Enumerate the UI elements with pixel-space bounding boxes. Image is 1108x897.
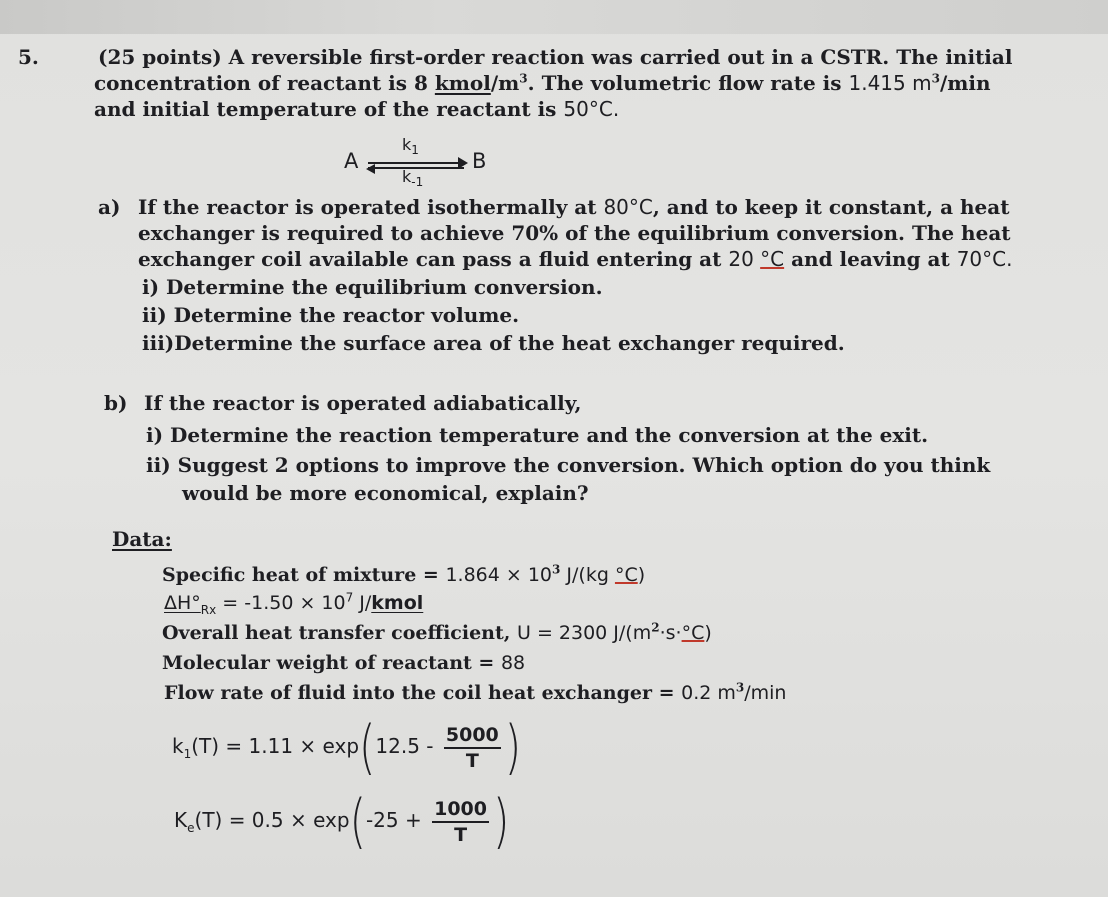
part-a-item-2: ii) Determine the reactor volume. [142, 303, 520, 327]
ke-equation: $K_e(T) = 0.5 \times \exp(-25$ + $\frac{1000}{T}$ ) [174, 786, 510, 856]
problem-number: 5. [18, 45, 39, 69]
problem-intro-line2: concentration of reactant is 8 kmol/$m^3$. The volumetric flow rate is 1.415 $m^3/\min$ [94, 71, 991, 95]
ke-fraction: $\frac{1000}{T}$ [434, 797, 487, 846]
flow-rate-value: 1.415 m [848, 71, 932, 95]
reverse-rate-constant: $k_{-1}$ [402, 167, 424, 190]
problem-intro-line1 [98, 44, 1012, 70]
reactant-A: A [344, 149, 359, 173]
coil-flow-rate-row: Flow rate of fluid into the coil heat exchanger = 0.2 $m^3/\min$ [164, 680, 787, 704]
part-a-item-3: iii)Determine the surface area of the heat exchanger required. [142, 331, 845, 355]
k1-fraction: $\frac{5000}{T}$ [445, 723, 499, 772]
product-B: B [472, 149, 487, 173]
intro-text: and initial temperature of the reactant is [94, 97, 564, 121]
part-b-label: b) [104, 391, 128, 415]
molecular-weight-row: Molecular weight of reactant = 88 [162, 652, 526, 674]
part-a-line1: If the reactor is operated isothermally at 80°C, and to keep it constant, a heat [138, 195, 1010, 219]
part-a-label: a) [98, 195, 121, 219]
part-b-item-1: i) Determine the reaction temperature and the conversion at the exit. [146, 423, 929, 447]
problem-points: (25 points) [98, 45, 222, 69]
intro-text: /m [490, 71, 520, 95]
part-a-item-1: i) Determine the equilibrium conversion. [142, 275, 603, 299]
heat-of-reaction-row: $\Delta H^\circ_{Rx} = -1.50 \times 10^7$ J/kmol [164, 590, 424, 617]
isothermal-temperature: 80°C [603, 195, 653, 219]
coil-inlet-temperature: 20 [728, 247, 761, 271]
part-a-line2: exchanger is required to achieve 70% of the equilibrium conversion. The heat [138, 221, 1011, 245]
reaction-equation [344, 135, 494, 190]
problem-intro-line3 [94, 96, 619, 122]
intro-unit-kmol: kmol [434, 71, 491, 95]
molecular-weight-value: 88 [500, 652, 526, 674]
k1-equation: $k_1(T) = 1.11 \times \exp(12.5$ - $\frac{5000}{T}$ ) [172, 712, 522, 782]
specific-heat-value: 1.864 × 10 [445, 564, 553, 586]
data-heading: Data: [112, 527, 172, 551]
heat-transfer-coefficient-row: Overall heat transfer coefficient, U = 2300 $J/(m^2\cdot s\cdot^\circ C)$ [162, 620, 712, 644]
coil-outlet-temperature: 70°C. [956, 247, 1013, 271]
part-b-item-2: ii) Suggest 2 options to improve the conversion. Which option do you think [146, 453, 991, 477]
intro-text: concentration of reactant is 8 [94, 71, 435, 95]
forward-rate-constant: $k_1$ [402, 135, 419, 158]
specific-heat-row: Specific heat of mixture = $1.864 \times 10^3$ J/(kg °C) [162, 562, 646, 586]
coil-inlet-unit: °C [760, 247, 785, 271]
intro-text: . The volumetric flow rate is [527, 71, 849, 95]
part-a-line3: exchanger coil available can pass a fluid entering at 20 °C and leaving at 70°C. [138, 247, 1013, 271]
initial-temperature: 50°C. [563, 97, 620, 121]
reverse-arrow-head [366, 164, 375, 174]
problem-intro-text: A reversible first-order reaction was carried out in a CSTR. The initial [228, 45, 1013, 69]
part-b-item-2-cont: would be more economical, explain? [182, 481, 589, 505]
intro-text: /min [939, 71, 991, 95]
part-b-line1: If the reactor is operated adiabatically, [144, 391, 582, 415]
